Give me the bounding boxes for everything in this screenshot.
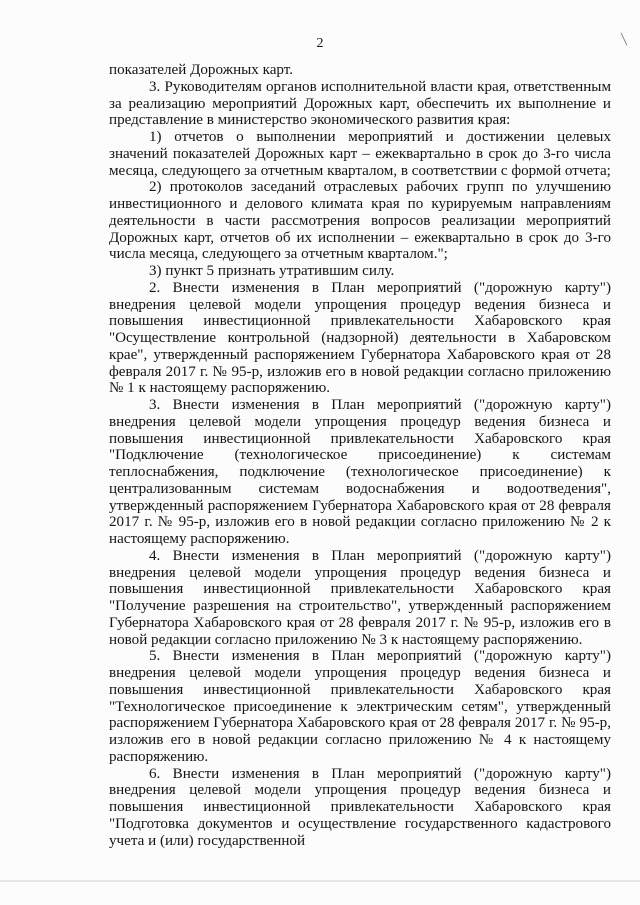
paragraph-continuation: показателей Дорожных карт. bbox=[109, 62, 293, 78]
paragraph-item-3: 3. Руководителям органов исполнительной власти края, ответственным за реализацию мероприятий Дорожных карт, обеспечить их выполнение и представление в министерство экономического развития края: bbox=[109, 78, 611, 129]
paragraph-subitem-2: 2) протоколов заседаний отраслевых рабочих групп по улучшению инвестиционного и делового климата края по курируемым направлениям деятельности в части рассмотрения вопросов реализации мероприятий Дорожных карт, отчетов об их исполнении – ежеквартально в срок до 3-го числа месяца, следующего за отчетным кварталом."; bbox=[109, 179, 611, 263]
document-body bbox=[109, 62, 611, 849]
paragraph-item-5: 5. Внести изменения в План мероприятий ("дорожную карту") внедрения целевой модели упрощения процедур ведения бизнеса и повышения инвестиционной привлекательности Хабаровского края "Технологическое присоединение к электрическим сетям", утвержденный распоряжением Губернатора Хабаровского края от 28 февраля 2017 г. № 95-р, изложив его в новой редакции согласно приложению № 4 к настоящему распоряжению. bbox=[109, 648, 611, 765]
paragraph-subitem-1: 1) отчетов о выполнении мероприятий и достижении целевых значений показателей Дорожных карт – ежеквартально в срок до 3-го числа месяца, следующего за отчетным кварталом, в соответствии с формой отчета; bbox=[109, 129, 611, 179]
paragraph-item-6: 6. Внести изменения в План мероприятий ("дорожную карту") внедрения целевой модели упрощения процедур ведения бизнеса и повышения инвестиционной привлекательности Хабаровского края "Подготовка документов и осуществление государственного кадастрового учета и (или) государственной bbox=[109, 765, 611, 849]
paragraph-item-2: 2. Внести изменения в План мероприятий ("дорожную карту") внедрения целевой модели упрощения процедур ведения бизнеса и повышения инвестиционной привлекательности Хабаровского края "Осуществление контрольной (надзорной) деятельности в Хабаровском крае", утвержденный распоряжением Губернатора Хабаровского края от 28 февраля 2017 г. № 95-р, изложив его в новой редакции согласно приложению № 1 к настоящему распоряжению. bbox=[109, 279, 611, 397]
page-number: 2 bbox=[316, 36, 324, 51]
paragraph-item-4: 4. Внести изменения в План мероприятий ("дорожную карту") внедрения целевой модели упрощения процедур ведения бизнеса и повышения инвестиционной привлекательности Хабаровского края "Получение разрешения на строительство", утвержденный распоряжением Губернатора Хабаровского края от 28 февраля 2017 г. № 95-р, изложив его в новой редакции согласно приложению № 3 к настоящему распоряжению. bbox=[109, 547, 611, 648]
paragraph-item-3-plan: 3. Внести изменения в План мероприятий ("дорожную карту") внедрения целевой модели упрощения процедур ведения бизнеса и повышения инвестиционной привлекательности Хабаровского края "Подключение (технологическое присоединение) к системам теплоснабжения, подключение (технологическое присоединение) к централизованным системам водоснабжения и водоотведения", утвержденный распоряжением Губернатора Хабаровского края от 28 февраля 2017 г. № 95-р, изложив его в новой редакции согласно приложению № 2 к настоящему распоряжению. bbox=[109, 397, 611, 547]
scan-bottom-edge bbox=[0, 880, 640, 882]
paragraph-subitem-3: 3) пункт 5 признать утратившим силу. bbox=[149, 263, 395, 279]
